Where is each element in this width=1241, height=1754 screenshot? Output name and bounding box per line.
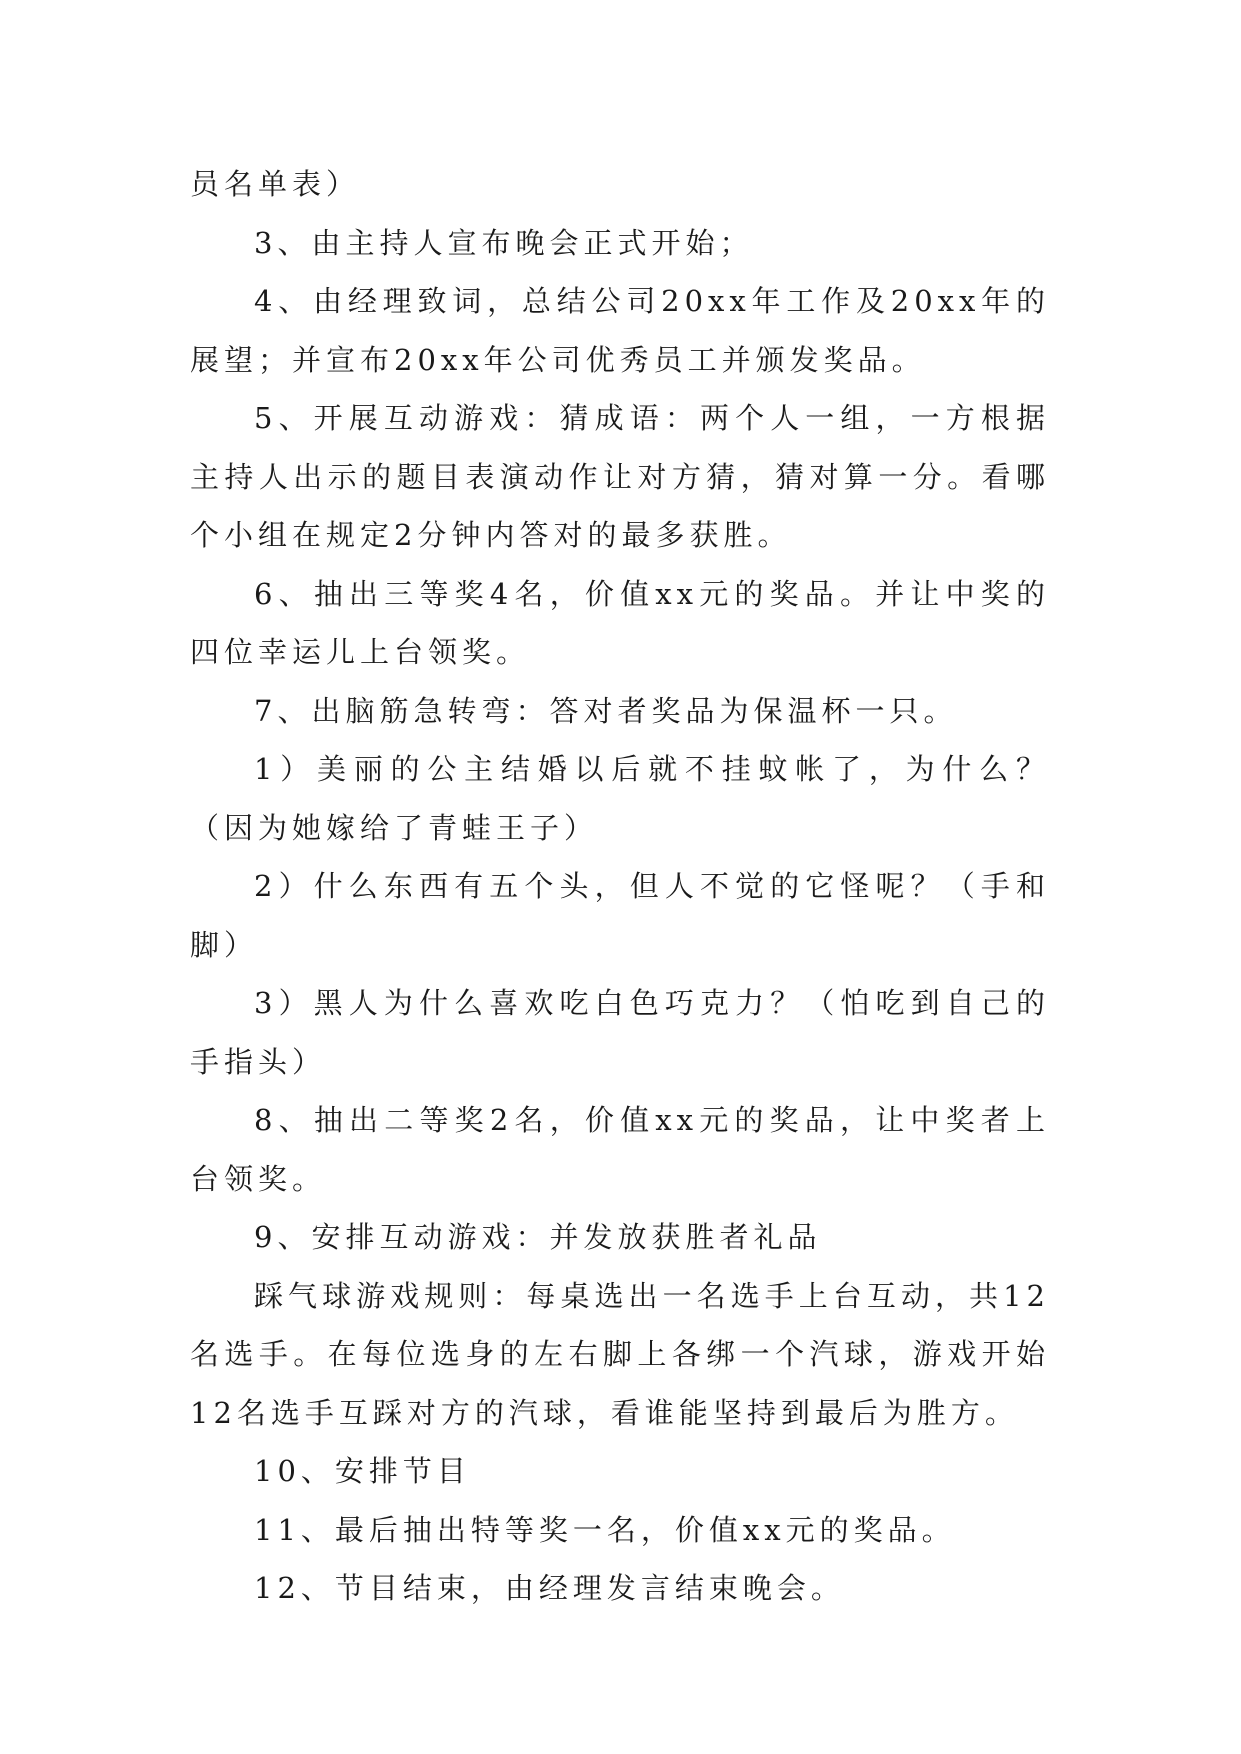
paragraph-item-10: 10、安排节目 [254,1454,471,1488]
paragraph-item-12: 12、节目结束，由经理发言结束晚会。 [254,1571,845,1605]
paragraph-item-5: 5、开展互动游戏：猜成语：两个人一组，一方根据主持人出示的题目表演动作让对方猜，猜对算一分。看哪个小组在规定2分钟内答对的最多获胜。 [190,401,1050,552]
paragraph-item-3: 3、由主持人宣布晚会正式开始； [254,225,754,260]
paragraph-item-9: 9、安排互动游戏：并发放获胜者礼品 [254,1220,822,1254]
riddle-2: 2）什么东西有五个头，但人不觉的它怪呢？（手和脚） [190,869,1050,962]
paragraph-continuation: 员名单表） [190,167,361,201]
paragraph-item-8: 8、抽出二等奖2名，价值xx元的奖品，让中奖者上台领奖。 [190,1103,1050,1196]
paragraph-item-4: 4、由经理致词，总结公司20xx年工作及20xx年的展望；并宣布20xx年公司优秀员工并颁发奖品。 [190,284,1050,377]
paragraph-item-7: 7、出脑筋急转弯：答对者奖品为保温杯一只。 [254,693,958,728]
riddle-3: 3）黑人为什么喜欢吃白色巧克力？（怕吃到自己的手指头） [190,986,1050,1079]
paragraph-item-11: 11、最后抽出特等奖一名，价值xx元的奖品。 [254,1512,956,1547]
paragraph-item-6: 6、抽出三等奖4名，价值xx元的奖品。并让中奖的四位幸运儿上台领奖。 [190,576,1050,669]
balloon-game-rules: 踩气球游戏规则：每桌选出一名选手上台互动，共12名选手。在每位选身的左右脚上各绑一个汽球，游戏开始12名选手互踩对方的汽球，看谁能坚持到最后为胜方。 [190,1278,1050,1430]
riddle-1: 1）美丽的公主结婚以后就不挂蚊帐了，为什么？（因为她嫁给了青蛙王子） [190,752,1050,845]
document-body [190,155,1050,1618]
